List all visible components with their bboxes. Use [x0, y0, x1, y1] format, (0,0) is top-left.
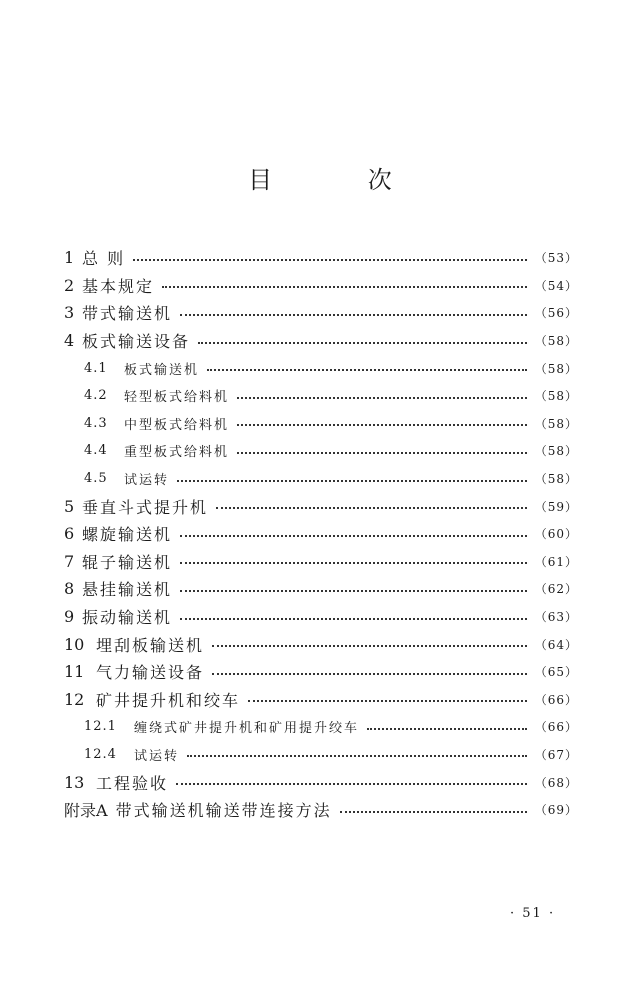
toc-subentry[interactable] [64, 437, 578, 465]
entry-number: 2 [64, 275, 75, 295]
entry-page: （66） [534, 692, 578, 707]
toc-entry[interactable] [64, 630, 578, 658]
toc-appendix-entry[interactable] [64, 796, 578, 824]
toc-entry[interactable] [64, 603, 578, 631]
entry-number: 1 [64, 248, 75, 268]
entry-page: （56） [534, 306, 578, 321]
dot-leader [177, 480, 527, 482]
dot-leader [367, 728, 527, 730]
entry-title: 矿井提升机和绞车 [96, 690, 241, 710]
dot-leader [216, 507, 527, 509]
table-of-contents [64, 244, 578, 823]
entry-number: 12.4 [84, 746, 117, 762]
toc-entry[interactable] [64, 658, 578, 686]
toc-subentry[interactable] [64, 741, 578, 769]
entry-number: 4.1 [84, 360, 108, 376]
entry-page: （58） [534, 416, 578, 431]
entry-page: （60） [534, 527, 578, 542]
dot-leader [212, 645, 527, 647]
entry-title: 试运转 [134, 748, 180, 764]
toc-entry[interactable] [64, 520, 578, 548]
entry-title: 轻型板式给料机 [124, 390, 230, 406]
dot-leader [180, 590, 527, 592]
dot-leader [180, 314, 527, 316]
toc-entry[interactable] [64, 272, 578, 300]
entry-number: 12.1 [84, 719, 117, 735]
entry-title: 螺旋输送机 [82, 525, 173, 545]
entry-title: 工程验收 [96, 773, 169, 793]
dot-leader [340, 811, 527, 813]
toc-entry[interactable] [64, 492, 578, 520]
dot-leader [212, 673, 527, 675]
entry-page: （61） [534, 554, 578, 569]
dot-leader [180, 535, 527, 537]
entry-page: （67） [534, 747, 578, 762]
toc-entry[interactable] [64, 299, 578, 327]
entry-title: 埋刮板输送机 [96, 635, 205, 655]
entry-number: 11 [64, 662, 85, 682]
entry-page: （58） [534, 361, 578, 376]
dot-leader [176, 783, 527, 785]
entry-number: 4.4 [84, 443, 108, 459]
entry-number: 附录A [64, 801, 108, 821]
entry-title: 板式输送机 [124, 362, 200, 378]
entry-title: 缠绕式矿井提升机和矿用提升绞车 [134, 721, 360, 737]
dot-leader [237, 452, 527, 454]
dot-leader [180, 618, 527, 620]
entry-title: 悬挂输送机 [82, 580, 173, 600]
entry-title: 板式输送设备 [82, 332, 191, 352]
page-title: 目 次 [248, 166, 436, 194]
entry-number: 5 [64, 496, 75, 516]
dot-leader [237, 424, 527, 426]
entry-number: 6 [64, 524, 75, 544]
entry-number: 3 [64, 303, 75, 323]
entry-number: 12 [64, 689, 85, 709]
entry-title: 中型板式给料机 [124, 417, 230, 433]
toc-entry[interactable] [64, 244, 578, 272]
toc-entry[interactable] [64, 327, 578, 355]
entry-page: （53） [534, 251, 578, 266]
dot-leader [133, 259, 527, 261]
entry-page: （68） [534, 775, 578, 790]
dot-leader [248, 700, 527, 702]
entry-title: 试运转 [124, 473, 170, 489]
toc-subentry[interactable] [64, 410, 578, 438]
toc-entry[interactable] [64, 768, 578, 796]
entry-number: 7 [64, 551, 75, 571]
dot-leader [207, 369, 527, 371]
entry-number: 4.2 [84, 388, 108, 404]
entry-number: 4.5 [84, 471, 108, 487]
entry-page: （59） [534, 499, 578, 514]
entry-page: （58） [534, 334, 578, 349]
entry-title: 基本规定 [82, 276, 155, 296]
toc-entry[interactable] [64, 548, 578, 576]
toc-subentry[interactable] [64, 465, 578, 493]
toc-subentry[interactable] [64, 382, 578, 410]
toc-subentry[interactable] [64, 354, 578, 382]
entry-page: （62） [534, 582, 578, 597]
entry-title: 重型板式给料机 [124, 445, 230, 461]
dot-leader [187, 755, 527, 757]
page-number: · 51 · [510, 906, 556, 921]
entry-title: 带式输送机 [82, 304, 173, 324]
entry-page: （54） [534, 278, 578, 293]
entry-page: （66） [534, 720, 578, 735]
entry-title: 振动输送机 [82, 608, 173, 628]
dot-leader [198, 342, 527, 344]
entry-number: 10 [64, 634, 85, 654]
entry-number: 4.3 [84, 415, 108, 431]
entry-page: （69） [534, 803, 578, 818]
entry-page: （65） [534, 665, 578, 680]
entry-number: 9 [64, 607, 75, 627]
entry-title: 总 则 [82, 249, 126, 269]
entry-number: 4 [64, 331, 75, 351]
entry-title: 气力输送设备 [96, 663, 205, 683]
entry-number: 13 [64, 772, 85, 792]
entry-number: 8 [64, 579, 75, 599]
entry-page: （58） [534, 472, 578, 487]
entry-title: 垂直斗式提升机 [82, 497, 209, 517]
entry-page: （58） [534, 389, 578, 404]
entry-title: 带式输送机输送带连接方法 [115, 801, 332, 821]
toc-entry[interactable] [64, 575, 578, 603]
entry-page: （58） [534, 444, 578, 459]
dot-leader [237, 397, 527, 399]
entry-page: （63） [534, 610, 578, 625]
toc-subentry[interactable] [64, 713, 578, 741]
entry-title: 辊子输送机 [82, 552, 173, 572]
entry-page: （64） [534, 637, 578, 652]
dot-leader [162, 286, 527, 288]
dot-leader [180, 562, 527, 564]
toc-entry[interactable] [64, 686, 578, 714]
